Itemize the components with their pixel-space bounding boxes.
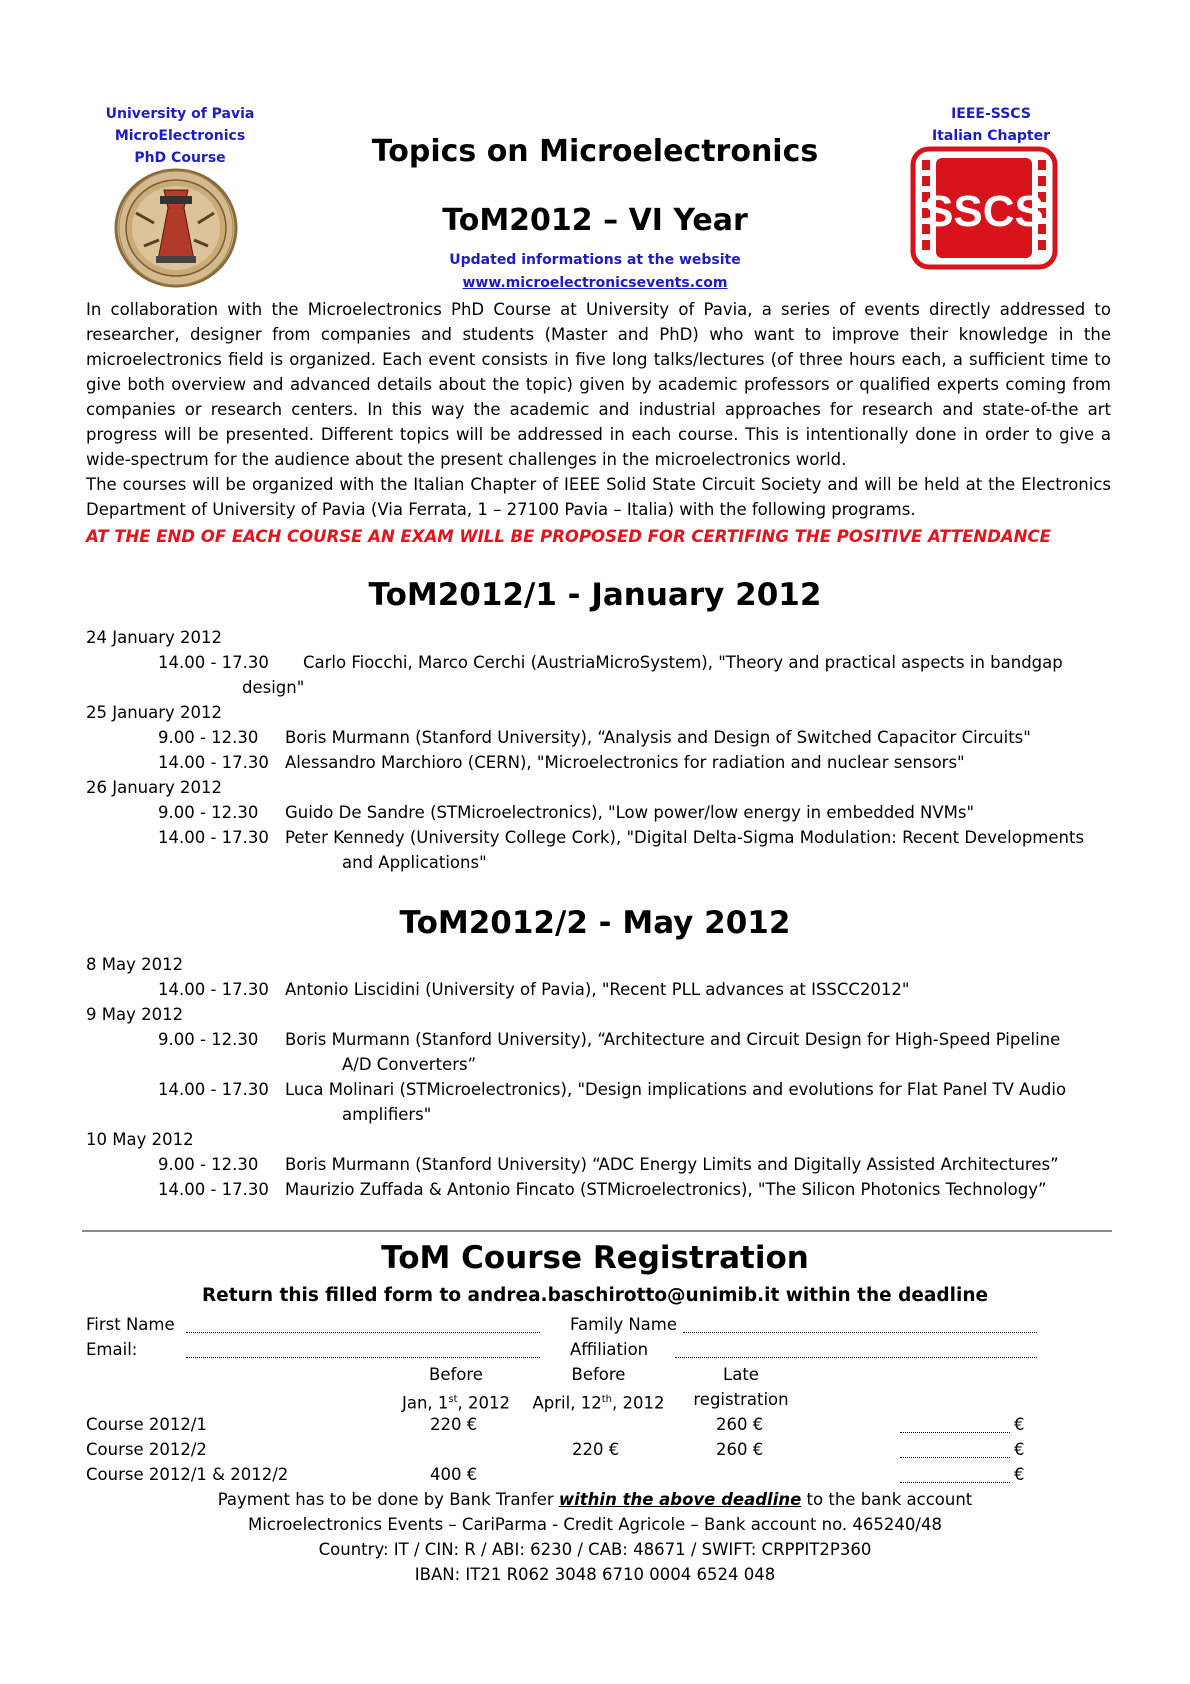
row1-label: Course 2012/1 <box>86 1415 207 1434</box>
affiliation-label: Affiliation <box>570 1340 649 1359</box>
course1-day2-time-2: 14.00 - 17.30 <box>158 753 269 772</box>
course2-program <box>0 952 1190 1202</box>
course1-day2-time-1: 9.00 - 12.30 <box>158 728 259 747</box>
bank-line-3: IBAN: IT21 R062 3048 6710 0004 6524 048 <box>414 1565 776 1584</box>
university-line-3: PhD Course <box>134 150 226 166</box>
intro-paragraph-2: The courses will be organized with the Italian Chapter of IEEE Solid State Circuit Society and will be held at the Electronics Department of University of Pavia (Via Ferrata, 1 – 27100 Pavia – Italia) with the following programs. <box>86 475 1111 519</box>
course2-day2-talk-1: Boris Murmann (Stanford University), “Architecture and Circuit Design for High-Speed Pipeline <box>285 1030 1061 1049</box>
col-mid-line1: Before <box>571 1365 626 1384</box>
payment-text-pre: Payment has to be done by Bank Tranfer <box>217 1490 559 1509</box>
course1-day3-talk-2-cont: and Applications" <box>342 853 487 872</box>
affiliation-field[interactable] <box>675 1335 1037 1358</box>
col-early-line1: Before <box>429 1365 483 1384</box>
course1-day2-talk-2: Alessandro Marchioro (CERN), "Microelectronics for radiation and nuclear sensors" <box>285 753 965 772</box>
university-label <box>86 103 274 169</box>
first-name-label: First Name <box>86 1315 175 1334</box>
course1-day-2: 25 January 2012 <box>86 703 223 722</box>
row2-mid-price: 220 € <box>572 1440 620 1459</box>
page-subtitle: ToM2012 – VI Year <box>442 203 748 238</box>
course1-title: ToM2012/1 - January 2012 <box>368 577 822 613</box>
row1-amount-field[interactable] <box>900 1410 1010 1433</box>
course2-day2-time-2: 14.00 - 17.30 <box>158 1080 269 1099</box>
sscs-logo-text: SSCS <box>924 187 1044 236</box>
bank-line-1: Microelectronics Events – CariParma - Credit Agricole – Bank account no. 465240/48 <box>248 1515 942 1534</box>
university-line-1: University of Pavia <box>105 106 255 122</box>
payment-instructions <box>0 1487 1190 1512</box>
col-early-header <box>396 1362 516 1416</box>
col-late-line2: registration <box>693 1390 789 1409</box>
row1-euro: € <box>1014 1415 1025 1434</box>
page-title: Topics on Microelectronics <box>371 134 819 169</box>
row2-euro: € <box>1014 1440 1025 1459</box>
course2-day-2: 9 May 2012 <box>86 1005 184 1024</box>
course2-day2-talk-2: Luca Molinari (STMicroelectronics), "Design implications and evolutions for Flat Panel TV Audio <box>285 1080 1067 1099</box>
row1-late-price: 260 € <box>716 1415 764 1434</box>
col-mid-header <box>526 1362 671 1416</box>
course2-day1-time-1: 14.00 - 17.30 <box>158 980 269 999</box>
col-late-line1: Late <box>723 1365 759 1384</box>
row2-late-price: 260 € <box>716 1440 764 1459</box>
section-divider <box>82 1230 1112 1232</box>
intro-paragraph-1: In collaboration with the Microelectronics PhD Course at University of Pavia, a series of events directly addressed to researcher, designer from companies and students (Master and PhD) who want to improve their knowledge in the microelectronics field is organized. Each event consists in five long talks/lectures (of three hours each, a sufficient time to give both overview and advanced details about the topic) given by academic professors or qualified experts coming from companies or research centers. In this way the academic and industrial approaches for research and state-of-the art progress will be presented. Different topics will be addressed in each course. This is intentionally done in order to give a wide-spectrum for the audience about the present challenges in the microelectronics world. <box>86 300 1111 469</box>
course1-day3-time-1: 9.00 - 12.30 <box>158 803 259 822</box>
course1-day1-time-1: 14.00 - 17.30 <box>158 653 269 672</box>
exam-notice: AT THE END OF EACH COURSE AN EXAM WILL BE PROPOSED FOR CERTIFING THE POSITIVE ATTENDANCE <box>86 527 1051 546</box>
col-early-date: Jan, 1st, 2012 <box>401 1393 511 1413</box>
course1-day3-talk-1: Guido De Sandre (STMicroelectronics), "Low power/low energy in embedded NVMs" <box>285 803 975 822</box>
col-mid-date: April, 12th, 2012 <box>532 1393 665 1413</box>
row3-euro: € <box>1014 1465 1025 1484</box>
course1-day-3: 26 January 2012 <box>86 778 223 797</box>
row3-label: Course 2012/1 & 2012/2 <box>86 1465 289 1484</box>
family-name-field[interactable] <box>683 1310 1037 1333</box>
email-field[interactable] <box>186 1335 540 1358</box>
payment-deadline-emphasis: within the above deadline <box>558 1490 802 1509</box>
row2-amount-field[interactable] <box>900 1435 1010 1458</box>
registration-instruction: Return this filled form to andrea.baschirotto@unimib.it within the deadline <box>201 1285 989 1306</box>
row2-label: Course 2012/2 <box>86 1440 207 1459</box>
course1-day1-talk-1-cont: design" <box>242 678 305 697</box>
first-name-field[interactable] <box>186 1310 540 1333</box>
course1-day3-time-2: 14.00 - 17.30 <box>158 828 269 847</box>
col-late-header <box>681 1362 801 1412</box>
course1-day-1: 24 January 2012 <box>86 628 223 647</box>
course2-day2-time-1: 9.00 - 12.30 <box>158 1030 259 1049</box>
row1-early-price: 220 € <box>430 1415 478 1434</box>
row3-early-price: 400 € <box>430 1465 478 1484</box>
course2-day3-talk-1: Boris Murmann (Stanford University) “ADC Energy Limits and Digitally Assisted Architectures” <box>285 1155 1059 1174</box>
course1-day3-talk-2: Peter Kennedy (University College Cork), "Digital Delta-Sigma Modulation: Recent Developments <box>285 828 1085 847</box>
course1-day1-talk-1: Carlo Fiocchi, Marco Cerchi (AustriaMicroSystem), "Theory and practical aspects in bandgap <box>303 653 1063 672</box>
course1-program <box>0 625 1190 875</box>
course2-day-3: 10 May 2012 <box>86 1130 194 1149</box>
university-seal-logo <box>114 168 239 292</box>
row3-amount-field[interactable] <box>900 1460 1010 1483</box>
website-link[interactable]: www.microelectronicsevents.com <box>462 275 728 291</box>
course2-day3-time-1: 9.00 - 12.30 <box>158 1155 259 1174</box>
course2-day1-talk-1: Antonio Liscidini (University of Pavia), "Recent PLL advances at ISSCC2012" <box>285 980 910 999</box>
payment-text-post: to the bank account <box>801 1490 973 1509</box>
bank-line-2: Country: IT / CIN: R / ABI: 6230 / CAB: 48671 / SWIFT: CRPPIT2P360 <box>318 1540 872 1559</box>
university-line-2: MicroElectronics <box>114 128 246 144</box>
ieee-line-2: Italian Chapter <box>931 128 1051 144</box>
update-note: Updated informations at the website <box>449 252 741 268</box>
course2-day3-talk-2: Maurizio Zuffada & Antonio Fincato (STMicroelectronics), "The Silicon Photonics Technology” <box>285 1180 1047 1199</box>
course2-title: ToM2012/2 - May 2012 <box>399 905 791 941</box>
course2-day-1: 8 May 2012 <box>86 955 184 974</box>
family-name-label: Family Name <box>570 1315 678 1334</box>
course2-day3-time-2: 14.00 - 17.30 <box>158 1180 269 1199</box>
sscs-logo <box>910 146 1058 274</box>
course2-day2-talk-1-cont: A/D Converters” <box>342 1055 477 1074</box>
ieee-sscs-label <box>900 103 1082 147</box>
email-label: Email: <box>86 1340 138 1359</box>
course1-day2-talk-1: Boris Murmann (Stanford University), “Analysis and Design of Switched Capacitor Circuits" <box>285 728 1031 747</box>
registration-title: ToM Course Registration <box>381 1240 809 1276</box>
ieee-line-1: IEEE-SSCS <box>951 106 1031 122</box>
course2-day2-talk-2-cont: amplifiers" <box>342 1105 432 1124</box>
